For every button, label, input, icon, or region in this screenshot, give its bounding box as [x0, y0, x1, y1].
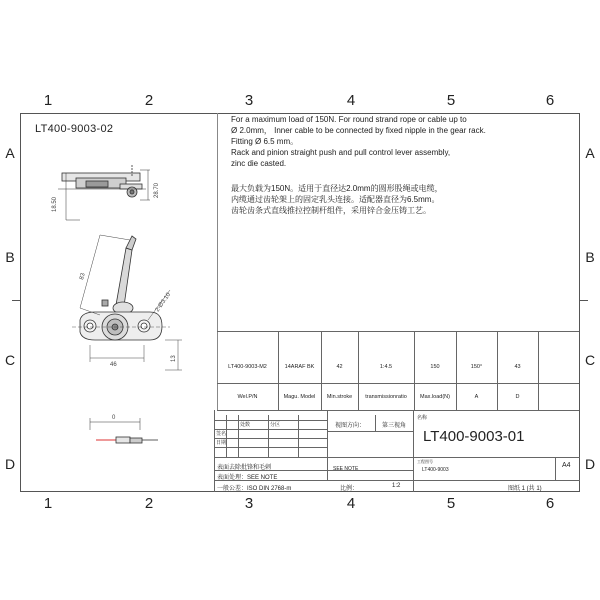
- table-cell: 43: [514, 364, 521, 370]
- zone-row-d-left: D: [4, 456, 16, 472]
- table-border-mid: [217, 383, 579, 384]
- table-cell: 42: [336, 364, 343, 370]
- zone-column-6-bottom: 6: [545, 495, 555, 512]
- zone-row-a-left: A: [5, 145, 15, 161]
- zone-column-4-bottom: 4: [346, 495, 356, 512]
- table-header: Max.load(N): [420, 394, 450, 400]
- description-en-line: For a maximum load of 150N. For round strand rope or cable up to: [231, 115, 467, 124]
- description-cn-line: 内缆通过齿轮架上的固定乳头连接。适配器直径为6.5mm。: [231, 195, 440, 204]
- top-view: [58, 165, 150, 220]
- zone-column-2-bottom: 2: [144, 495, 154, 512]
- zone-column-6-top: 6: [545, 92, 555, 109]
- zone-row-b-right: B: [585, 249, 595, 265]
- dim-83: 83: [79, 272, 87, 281]
- sig-header-qty: 处数: [240, 422, 251, 428]
- surface-note-label: 表面处理：SEE NOTE: [217, 475, 278, 481]
- zone-column-1-bottom: 1: [43, 495, 53, 512]
- dim-28-70: 28.70: [154, 182, 160, 198]
- title-block-col: [327, 410, 328, 480]
- dim-18-50: 18.50: [52, 196, 58, 212]
- zone-column-5-bottom: 5: [446, 495, 456, 512]
- zone-column-3-top: 3: [244, 92, 254, 109]
- description-cn-line: 最大负载为150N。适用于直径达2.0mm的圆形股绳或电缆，: [231, 184, 443, 193]
- description-cn-line: 齿轮齿条式直线推拉控制杆组件，采用锌合金压铸工艺。: [231, 206, 431, 215]
- title-block-line: [214, 457, 580, 458]
- description-en-line: Ø 2.0mm， Inner cable to be connected by fixed nipple in the gear rack.: [231, 126, 486, 135]
- drawing-no: LT400-9003: [422, 467, 449, 473]
- description-en: [231, 114, 561, 169]
- scale-label: 比例：: [340, 486, 359, 492]
- title-block-col: [413, 410, 414, 492]
- sig-grid-line: [214, 429, 327, 430]
- zone-row-a-right: A: [585, 145, 595, 161]
- table-cell: LT400-9003-M2: [228, 364, 267, 370]
- table-border-top: [217, 331, 579, 332]
- table-cell: 14ARAF BK: [284, 364, 315, 370]
- sig-grid-col: [268, 415, 269, 457]
- description-en-line: zinc die casted.: [231, 159, 287, 168]
- table-header: Min.stroke: [326, 394, 353, 400]
- view-direction-value: 第三视角: [382, 423, 407, 429]
- table-header: Magu. Model: [283, 394, 316, 400]
- sig-header-date: 日期: [216, 440, 227, 446]
- zone-column-2-top: 2: [144, 92, 154, 109]
- sig-grid-col: [226, 415, 227, 457]
- sig-grid-line: [214, 438, 327, 439]
- zone-row-d-right: D: [584, 456, 596, 472]
- general-tolerance: 一般公差：ISO DIN 2768-m: [217, 486, 292, 492]
- front-view: [72, 236, 170, 340]
- table-cell: 150°: [470, 364, 483, 370]
- sig-header-sign: 签名: [216, 431, 227, 437]
- zone-column-1-top: 1: [43, 92, 53, 109]
- sig-grid-line: [214, 447, 327, 448]
- table-border-bottom: [217, 410, 579, 411]
- material-value: SEE NOTE: [333, 466, 359, 472]
- name-label: 名称: [417, 415, 428, 421]
- table-cell: 1:4.5: [379, 364, 393, 370]
- description-en-line: Fitting Ø 6.5 mm。: [231, 137, 299, 146]
- center-mark-right: [580, 300, 588, 301]
- description-cn: [231, 183, 561, 216]
- title-block-col: [555, 457, 556, 480]
- zone-column-4-top: 4: [346, 92, 356, 109]
- dim-13: 13: [171, 355, 177, 362]
- table-header: D: [515, 394, 520, 400]
- part-id: LT400-9003-02: [35, 123, 114, 135]
- center-mark-left: [12, 300, 20, 301]
- table-col-line: [538, 331, 539, 411]
- table-header: transmissionratio: [365, 394, 407, 400]
- sig-grid-col: [298, 415, 299, 457]
- sheet-size: A4: [562, 462, 571, 469]
- title-block-line: [327, 431, 413, 432]
- drawing-title: LT400-9003-01: [423, 428, 525, 445]
- table-cell: 150: [430, 364, 440, 370]
- zone-column-3-bottom: 3: [244, 495, 254, 512]
- description-en-line: Rack and pinion straight push and pull control lever assembly,: [231, 148, 451, 157]
- drawing-no-label: 工程图号: [417, 459, 433, 464]
- zone-row-c-left: C: [4, 352, 16, 368]
- zone-column-5-top: 5: [446, 92, 456, 109]
- dim-0: 0: [112, 415, 116, 421]
- table-header: A: [474, 394, 479, 400]
- dim-46: 46: [110, 362, 117, 368]
- title-block-col: [375, 415, 376, 431]
- zone-row-b-left: B: [5, 249, 15, 265]
- sig-header-zone: 分区: [270, 422, 281, 428]
- zone-row-c-right: C: [584, 352, 596, 368]
- sig-grid-col: [238, 415, 239, 457]
- scale-value: 1:2: [392, 483, 401, 489]
- table-header: Wel.P/N: [237, 394, 258, 400]
- dim-2-hole: 2-Ø3.10: [154, 291, 173, 314]
- sheet-count: 图纸 1 (共 1): [508, 486, 542, 492]
- side-view: [90, 418, 158, 443]
- surface-treatment-label: 表面去除批锋和毛刺: [217, 465, 272, 471]
- view-direction-label: 视图方向：: [335, 423, 366, 429]
- technical-drawing: [20, 140, 220, 470]
